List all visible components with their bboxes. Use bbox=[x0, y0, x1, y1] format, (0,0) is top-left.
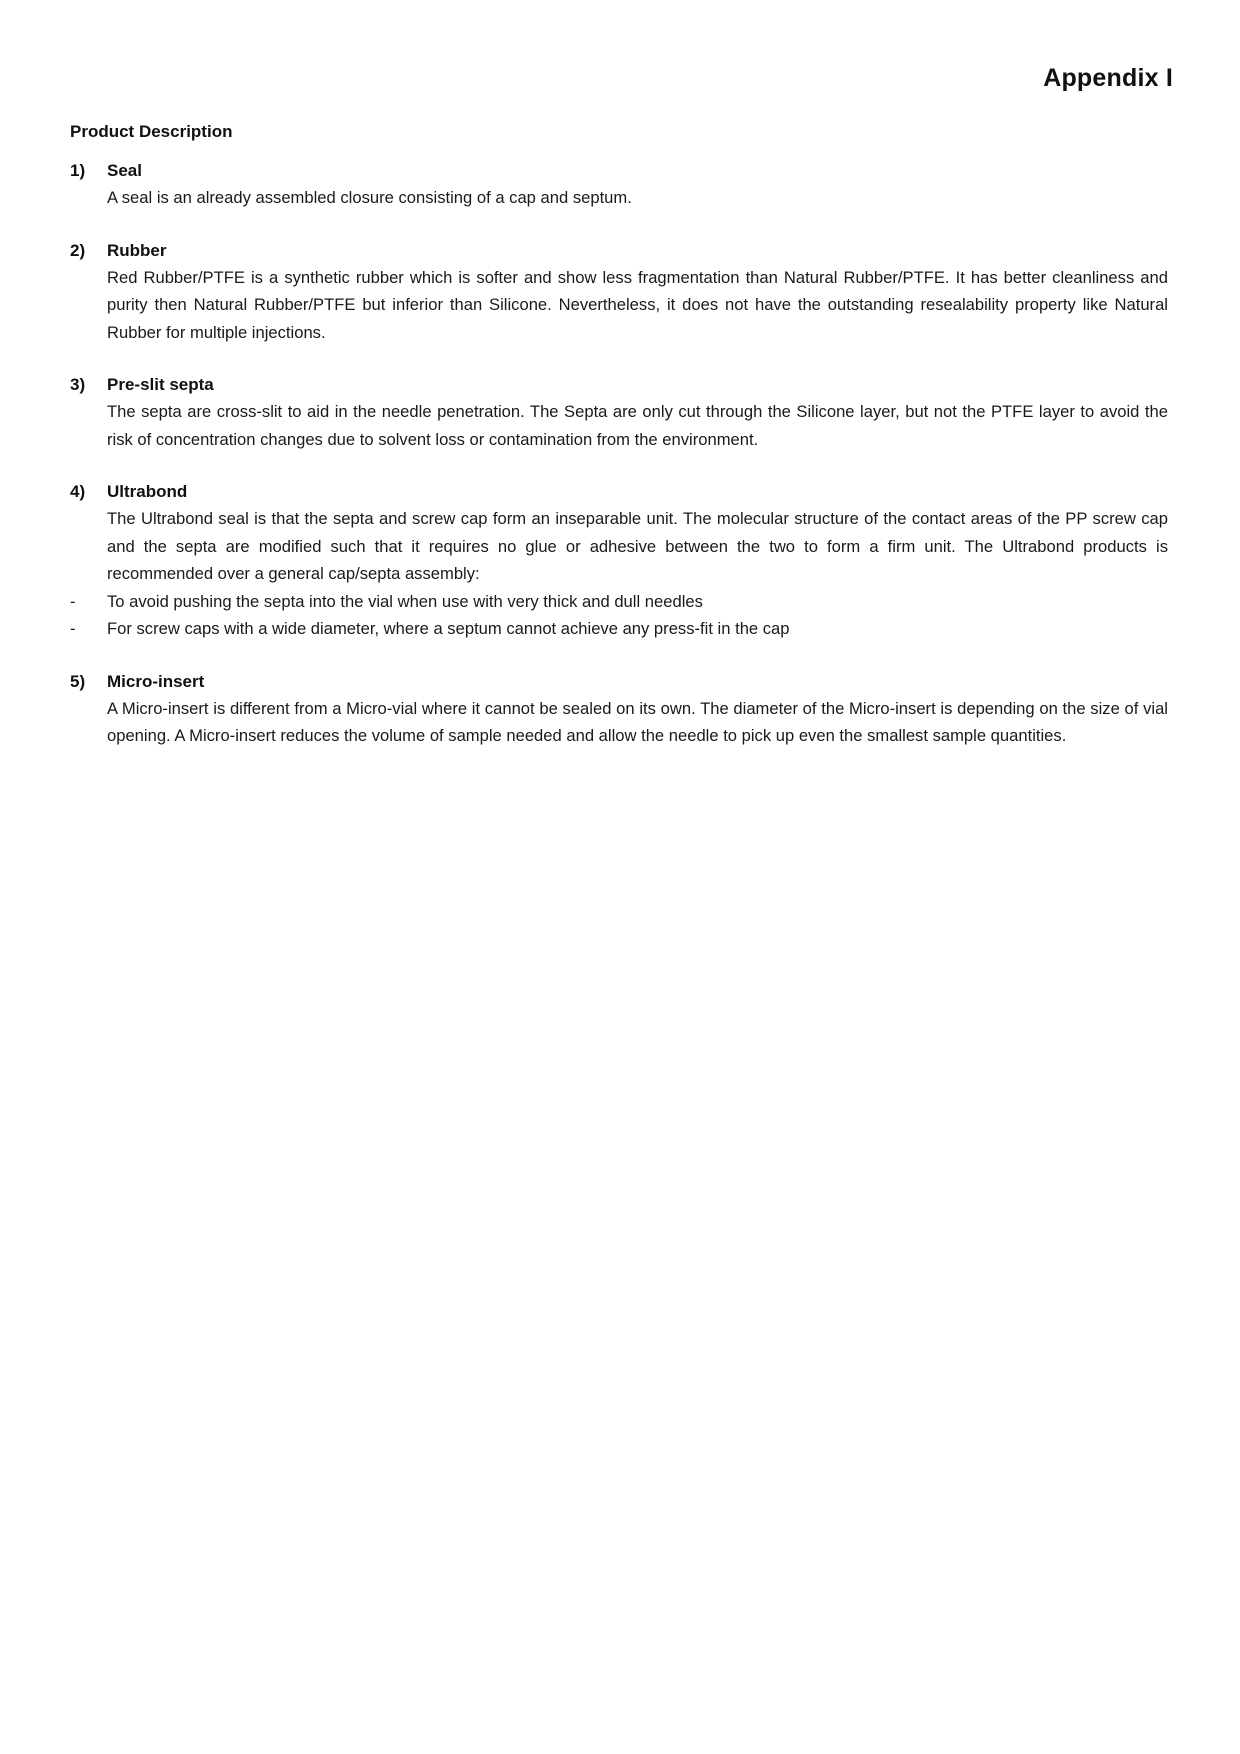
section-number: 1) bbox=[70, 161, 86, 180]
section-title: Ultrabond bbox=[107, 482, 188, 501]
bullet-item bbox=[70, 615, 1168, 643]
section-header bbox=[70, 669, 1168, 695]
section-body bbox=[107, 695, 1168, 750]
bullet-text: To avoid pushing the septa into the vial when use with very thick and dull needles bbox=[107, 591, 703, 611]
section-body bbox=[107, 264, 1168, 347]
section-paragraph: The septa are cross-slit to aid in the needle penetration. The Septa are only cut through the Silicone layer, but not the PTFE layer to avoid the risk of concentration changes due to solvent loss or contamination from the environment. bbox=[107, 402, 1168, 449]
section-body bbox=[107, 398, 1168, 453]
section-paragraph: A Micro-insert is different from a Micro-vial where it cannot be sealed on its own. The diameter of the Micro-insert is depending on the size of vial opening. A Micro-insert reduces the volume of sample needed and allow the needle to pick up even the smallest sample quantities. bbox=[107, 698, 1168, 745]
section-body bbox=[107, 184, 1168, 212]
section-micro-insert bbox=[70, 669, 1168, 750]
appendix-title: Appendix I bbox=[1043, 64, 1173, 92]
section-paragraph: The Ultrabond seal is that the septa and screw cap form an inseparable unit. The molecular structure of the contact areas of the PP screw cap and the septa are modified such that it requires no glue or adhesive between the two to form a firm unit. The Ultrabond products is recommended over a general cap/septa assembly: bbox=[107, 509, 1168, 583]
section-seal bbox=[70, 158, 1168, 212]
section-rubber bbox=[70, 238, 1168, 347]
section-title: Seal bbox=[107, 161, 142, 180]
section-number: 3) bbox=[70, 375, 86, 394]
bullet-item bbox=[70, 588, 1168, 616]
dash-bullet-icon: - bbox=[70, 591, 76, 611]
bullet-list bbox=[70, 588, 1168, 643]
section-body bbox=[107, 505, 1168, 588]
bullet-text: For screw caps with a wide diameter, where a septum cannot achieve any press-fit in the cap bbox=[107, 619, 790, 638]
section-number: 5) bbox=[70, 671, 86, 691]
section-ultrabond bbox=[70, 479, 1168, 643]
document-heading: Product Description bbox=[70, 122, 233, 141]
section-pre-slit-septa bbox=[70, 372, 1168, 453]
section-header bbox=[70, 238, 1168, 264]
section-number: 2) bbox=[70, 240, 86, 260]
section-paragraph: A seal is an already assembled closure consisting of a cap and septum. bbox=[107, 188, 632, 207]
section-paragraph: Red Rubber/PTFE is a synthetic rubber which is softer and show less fragmentation than Natural Rubber/PTFE. It has better cleanliness and purity then Natural Rubber/PTFE but inferior than Silicone. Nevertheless, it does not have the outstanding resealability property like Natural Rubber for multiple injections. bbox=[107, 267, 1168, 342]
section-list bbox=[70, 158, 1168, 776]
section-title: Micro-insert bbox=[107, 671, 205, 691]
dash-bullet-icon: - bbox=[70, 619, 76, 638]
section-header bbox=[70, 372, 1168, 398]
section-header bbox=[70, 158, 1168, 184]
section-number: 4) bbox=[70, 482, 86, 501]
section-header bbox=[70, 479, 1168, 505]
section-title: Rubber bbox=[107, 240, 167, 260]
section-title: Pre-slit septa bbox=[107, 375, 214, 394]
